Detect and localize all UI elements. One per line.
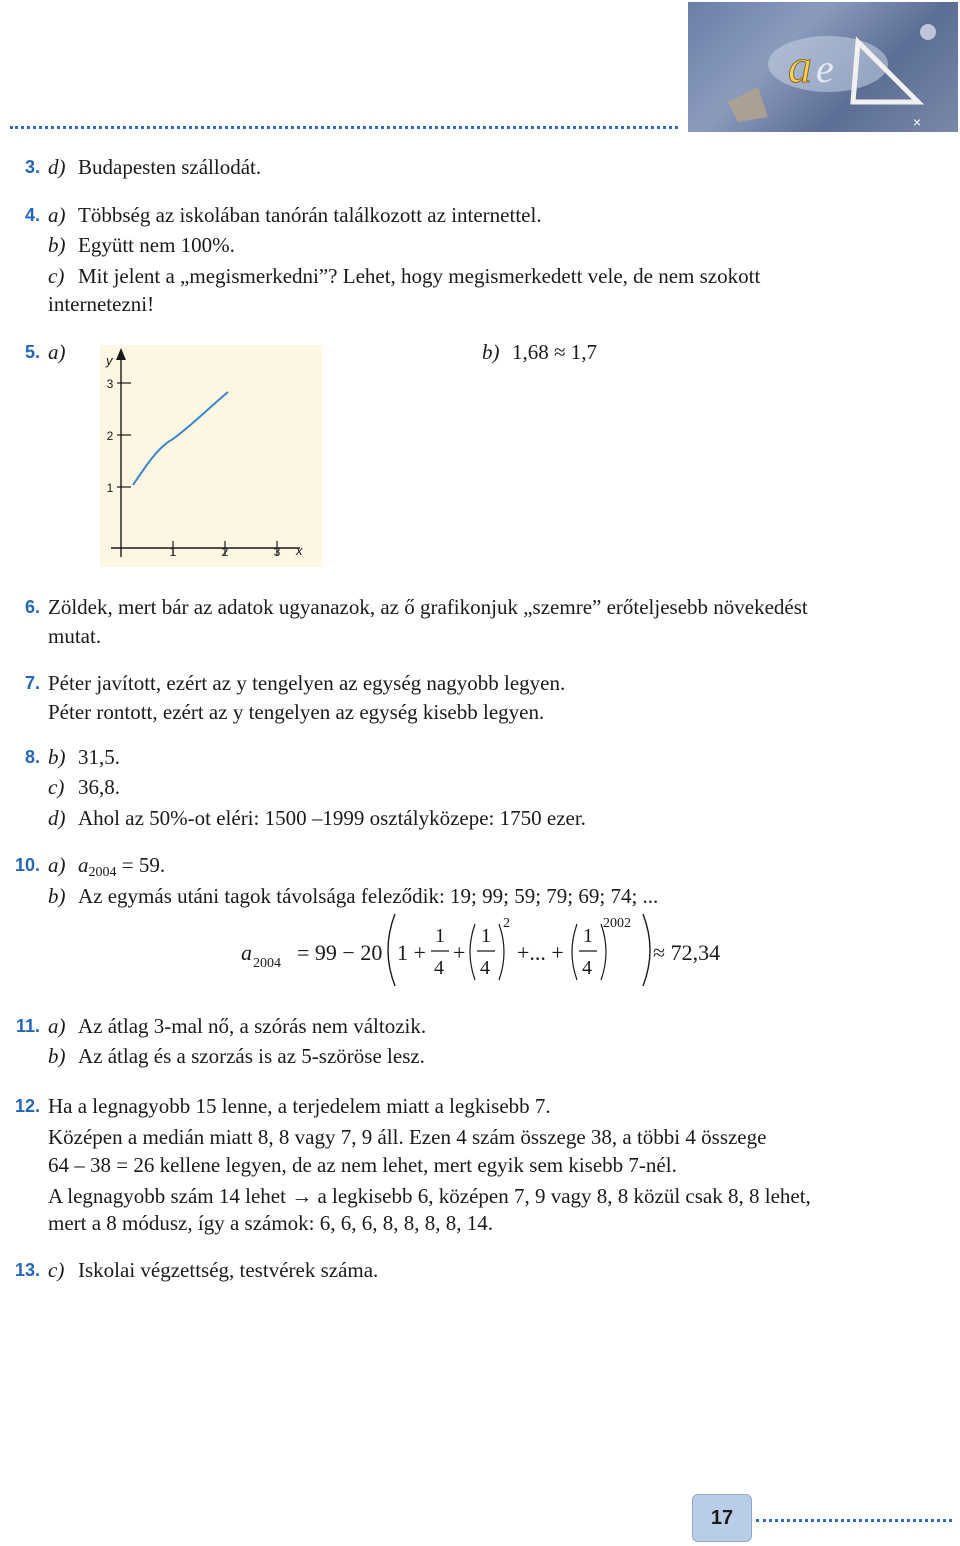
q6-line1: Zöldek, mert bár az adatok ugyanazok, az ő grafikonjuk „szemre” erőteljesebb növekedést <box>48 595 808 619</box>
svg-text:1: 1 <box>481 925 491 947</box>
q3-d: d) Budapesten szállodát. <box>48 155 262 179</box>
q4-c: c) Mit jelent a „megismerkedni”? Lehet, hogy megismerkedett vele, de nem szokott <box>48 264 761 288</box>
svg-text:4: 4 <box>480 957 490 979</box>
svg-text:4: 4 <box>434 957 444 979</box>
footer-dotted-rule <box>756 1519 952 1522</box>
item-number: 5. <box>24 342 40 362</box>
q7-line2: Péter rontott, ezért az y tengelyen az egység kisebb legyen. <box>48 700 545 724</box>
item-number: 3. <box>24 157 40 177</box>
item-number: 10. <box>14 855 40 875</box>
q8-d: d) Ahol az 50%-ot eléri: 1500 –1999 osztályközepe: 1750 ezer. <box>48 806 586 830</box>
q11-a: a) Az átlag 3-mal nő, a szórás nem változik. <box>48 1014 427 1038</box>
svg-text:1 +: 1 + <box>397 940 426 965</box>
y-axis-label: y <box>106 353 113 368</box>
svg-text:e: e <box>816 46 834 91</box>
x-tick-label: 2 <box>221 545 229 559</box>
q5-graph <box>100 345 322 567</box>
q11-b: b) Az átlag és a szorzás is az 5-szöröse lesz. <box>48 1044 425 1068</box>
q12-p1: Ha a legnagyobb 15 lenne, a terjedelem miatt a legkisebb 7. <box>48 1094 551 1118</box>
q5-b: b) 1,68 ≈ 1,7 <box>482 340 598 364</box>
svg-text:4: 4 <box>582 957 592 979</box>
q7-line1: Péter javított, ezért az y tengelyen az egység nagyobb legyen. <box>48 671 566 695</box>
item-number: 7. <box>24 673 40 693</box>
header-illustration <box>688 2 958 132</box>
q10-formula <box>235 910 755 990</box>
svg-text:a: a <box>241 940 252 965</box>
item-number: 4. <box>24 205 40 225</box>
q12-p2a: Középen a medián miatt 8, 8 vagy 7, 9 áll. Ezen 4 szám összege 38, a többi 4 összege <box>48 1125 767 1149</box>
y-tick-label: 3 <box>106 377 114 391</box>
svg-text:1: 1 <box>583 925 593 947</box>
q4-c-cont: internetezni! <box>48 292 155 316</box>
q10-a: a) $a_{2004} = 59$. <box>48 853 166 880</box>
page-number: 17 <box>692 1494 752 1542</box>
q12-p3a: A legnagyobb szám 14 lehet → a legkisebb 6, középen 7, 9 vagy 8, 8 közül csak 8, 8 lehet, <box>48 1184 811 1208</box>
svg-text:+... +: +... + <box>517 940 564 965</box>
q12-p2b: 64 – 38 = 26 kellene legyen, de az nem lehet, mert egyik sem kisebb 7-nél. <box>48 1153 677 1177</box>
y-tick-label: 2 <box>106 429 114 443</box>
x-axis-label: x <box>296 543 303 558</box>
header-dotted-rule <box>10 126 678 129</box>
graph-curve <box>133 392 228 485</box>
q13-c: c) Iskolai végzettség, testvérek száma. <box>48 1258 379 1282</box>
y-tick-label: 1 <box>106 481 114 495</box>
item-number: 12. <box>14 1096 40 1116</box>
q8-b: b) 31,5. <box>48 745 120 769</box>
svg-text:2004: 2004 <box>253 956 281 971</box>
q6-line2: mutat. <box>48 624 102 648</box>
svg-text:2002: 2002 <box>603 916 631 931</box>
svg-text:1: 1 <box>435 925 445 947</box>
svg-text:2: 2 <box>503 916 510 931</box>
q8-c: c) 36,8. <box>48 775 120 799</box>
item-number: 8. <box>24 747 40 767</box>
x-tick-label: 1 <box>169 545 177 559</box>
svg-text:+: + <box>453 940 466 965</box>
svg-text:×: × <box>913 114 922 130</box>
item-number: 11. <box>15 1016 40 1036</box>
q12-p3b: mert a 8 módusz, így a számok: 6, 6, 6, 8, 8, 8, 8, 14. <box>48 1211 494 1235</box>
svg-text:= 99 − 20: = 99 − 20 <box>297 940 383 965</box>
svg-text:≈ 72,34: ≈ 72,34 <box>653 940 721 965</box>
x-tick-label: 3 <box>273 545 281 559</box>
q10-b: b) Az egymás utáni tagok távolsága feleződik: 19; 99; 59; 79; 69; 74; ... <box>48 884 659 908</box>
q4-b: b) Együtt nem 100%. <box>48 233 235 257</box>
q4-a: a) Többség az iskolában tanórán találkozott az internettel. <box>48 203 542 227</box>
item-number: 13. <box>14 1260 40 1280</box>
item-number: 6. <box>24 597 40 617</box>
q5-a-label: a) <box>48 340 66 364</box>
svg-text:a: a <box>788 40 812 93</box>
